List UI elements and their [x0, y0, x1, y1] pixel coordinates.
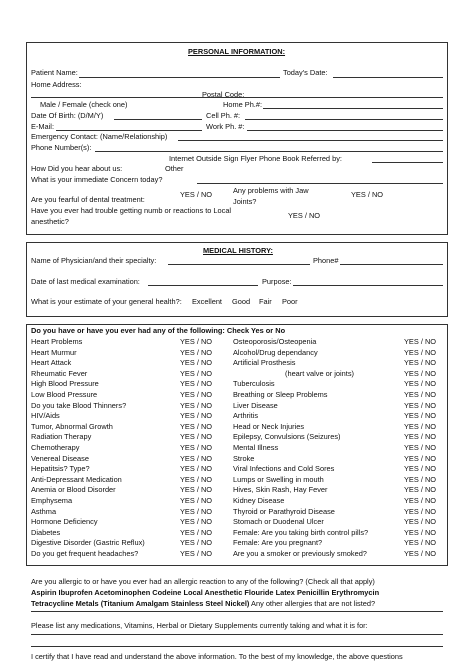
allergy-metals-options[interactable]: Tetracycline Metals (Titanium Amalgam Stainless Steel Nickel) [31, 599, 250, 608]
medications-field-1[interactable] [31, 634, 443, 635]
condition-yes-no[interactable]: YES / NO [404, 400, 437, 410]
condition-label: Anemia or Blood Disorder [31, 485, 116, 495]
condition-yes-no[interactable]: YES / NO [404, 432, 437, 442]
cell-phone-field[interactable] [245, 119, 443, 120]
condition-label: Breathing or Sleep Problems [233, 390, 328, 399]
condition-yes-no[interactable]: YES / NO [404, 411, 437, 421]
condition-label: High Blood Pressure [31, 379, 99, 389]
health-option-excellent[interactable]: Excellent [192, 297, 222, 306]
last-exam-field[interactable] [148, 285, 258, 286]
condition-label: Hives, Skin Rash, Hay Fever [233, 485, 328, 495]
condition-yes-no[interactable]: YES / NO [404, 337, 437, 346]
home-phone-label: Home Ph.#: [223, 100, 263, 109]
allergy-options-line1[interactable]: Aspirin Ibuprofen Acetominophen Codeine Local Anesthetic Flouride Latex Penicillin Erythromycin [31, 588, 380, 597]
work-phone-field[interactable] [247, 130, 443, 131]
referred-by-field[interactable] [372, 162, 443, 163]
condition-yes-no[interactable]: YES / NO [404, 464, 437, 474]
condition-label: Do you take Blood Thinners? [31, 400, 127, 410]
condition-yes-no[interactable]: YES / NO [404, 485, 437, 495]
condition-label: Asthma [31, 506, 57, 516]
condition-yes-no[interactable]: YES / NO [404, 390, 437, 399]
medications-label: Please list any medications, Vitamins, Herbal or Dietary Supplements currently taking and what it is for: [31, 621, 368, 630]
jaw-label-2: Joints? [233, 197, 257, 206]
numb-yes-no[interactable]: YES / NO [288, 211, 321, 220]
home-phone-field[interactable] [263, 108, 443, 109]
condition-label: Emphysema [31, 496, 73, 505]
dob-label: Date Of Birth: (D/M/Y) [31, 111, 104, 120]
condition-yes-no[interactable]: YES / NO [180, 358, 213, 368]
condition-yes-no[interactable]: YES / NO [180, 411, 213, 421]
condition-yes-no[interactable]: YES / NO [180, 432, 213, 442]
condition-yes-no[interactable]: YES / NO [180, 474, 213, 484]
personal-info-title: PERSONAL INFORMATION: [188, 47, 286, 56]
concern-field[interactable] [197, 183, 443, 184]
condition-label: Kidney Disease [233, 496, 285, 505]
condition-label: (heart valve or joints) [285, 368, 355, 378]
condition-label: Arthritis [233, 411, 259, 421]
condition-yes-no[interactable]: YES / NO [180, 538, 213, 548]
condition-yes-no[interactable]: YES / NO [180, 368, 213, 378]
condition-yes-no[interactable]: YES / NO [180, 453, 213, 463]
condition-yes-no[interactable]: YES / NO [180, 390, 213, 399]
condition-label: Do you get frequent headaches? [31, 549, 139, 558]
allergy-other-field[interactable] [31, 611, 443, 612]
condition-yes-no[interactable]: YES / NO [180, 443, 213, 452]
gender-checkbox[interactable]: Male / Female (check one) [40, 100, 128, 109]
condition-label: Lumps or Swelling in mouth [233, 474, 324, 484]
email-field[interactable] [56, 130, 202, 131]
condition-label: Stroke [233, 453, 255, 463]
condition-yes-no[interactable]: YES / NO [404, 506, 437, 516]
condition-yes-no[interactable]: YES / NO [180, 506, 213, 516]
condition-label: Alcohol/Drug dependancy [233, 347, 318, 357]
condition-label: Viral Infections and Cold Sores [233, 464, 335, 474]
condition-yes-no[interactable]: YES / NO [404, 527, 437, 537]
emergency-contact-label: Emergency Contact: (Name/Relationship) [31, 132, 168, 141]
patient-name-field[interactable] [79, 77, 280, 78]
phone-numbers-label: Phone Number(s): [31, 143, 92, 152]
jaw-yes-no[interactable]: YES / NO [351, 190, 384, 199]
condition-label: HIV/Aids [31, 411, 60, 421]
condition-label: Female: Are you pregnant? [233, 538, 323, 548]
emergency-contact-field[interactable] [178, 140, 443, 141]
physician-field[interactable] [168, 264, 310, 265]
condition-yes-no[interactable]: YES / NO [180, 485, 213, 495]
condition-label: Heart Problems [31, 337, 83, 346]
condition-label: Head or Neck Injuries [233, 421, 305, 431]
numb-label-1: Have you ever had trouble getting numb or reactions to Local [31, 206, 232, 215]
condition-label: Radiation Therapy [31, 432, 92, 442]
condition-label: Female: Are you taking birth control pills? [233, 527, 369, 537]
condition-yes-no[interactable]: YES / NO [404, 443, 437, 452]
home-address-label: Home Address: [31, 80, 82, 89]
physician-label: Name of Physician/and their specialty: [31, 256, 157, 265]
work-phone-label: Work Ph. #: [206, 122, 245, 131]
how-hear-label: How Did you hear about us: [31, 164, 123, 173]
conditions-header: Do you have or have you ever had any of the following: Check Yes or No [31, 326, 286, 335]
todays-date-label: Today's Date: [283, 68, 328, 77]
condition-yes-no[interactable]: YES / NO [180, 527, 213, 537]
condition-yes-no[interactable]: YES / NO [404, 421, 437, 431]
condition-label: Epilepsy, Convulsions (Seizures) [233, 432, 341, 442]
email-label: E-Mail: [31, 122, 54, 131]
health-option-good[interactable]: Good [232, 297, 251, 306]
medical-history-title: MEDICAL HISTORY: [203, 246, 273, 255]
condition-label: Hepatitsis? Type? [31, 464, 90, 474]
condition-label: Rheumatic Fever [31, 368, 88, 378]
condition-label: Thyroid or Parathyroid Disease [233, 506, 335, 516]
condition-yes-no[interactable]: YES / NO [404, 368, 437, 378]
condition-label: Venereal Disease [31, 453, 89, 463]
condition-label: Mental Illness [233, 443, 279, 452]
concern-label: What is your immediate Concern today? [31, 175, 163, 184]
jaw-label-1: Any problems with Jaw [233, 186, 309, 195]
condition-label: Stomach or Duodenal Ulcer [233, 517, 324, 527]
condition-yes-no[interactable]: YES / NO [180, 517, 213, 527]
condition-label: Tuberculosis [233, 379, 275, 389]
health-option-fair[interactable]: Fair [259, 297, 272, 306]
condition-yes-no[interactable]: YES / NO [404, 379, 437, 389]
condition-yes-no[interactable]: YES / NO [404, 358, 437, 368]
purpose-field[interactable] [293, 285, 443, 286]
last-exam-label: Date of last medical examination: [31, 277, 140, 286]
hear-other-option[interactable]: Other [165, 164, 184, 173]
dob-field[interactable] [114, 119, 202, 120]
condition-label: Hormone Deficiency [31, 517, 98, 527]
condition-label: Artificial Prosthesis [233, 358, 296, 368]
condition-yes-no[interactable]: YES / NO [180, 496, 213, 505]
condition-label: Liver Disease [233, 400, 278, 410]
condition-yes-no[interactable]: YES / NO [180, 421, 213, 431]
condition-yes-no[interactable]: YES / NO [180, 347, 213, 357]
medications-field-2[interactable] [31, 646, 443, 647]
phone-numbers-field[interactable] [95, 151, 443, 152]
health-estimate-label: What is your estimate of your general health?: [31, 297, 182, 306]
postal-code-label: Postal Code: [202, 90, 245, 99]
patient-name-label: Patient Name: [31, 68, 78, 77]
condition-label: Heart Attack [31, 358, 72, 368]
condition-yes-no[interactable]: YES / NO [180, 400, 213, 410]
condition-yes-no[interactable]: YES / NO [404, 347, 437, 357]
fearful-yes-no[interactable]: YES / NO [180, 190, 213, 199]
condition-yes-no[interactable]: YES / NO [404, 517, 437, 527]
condition-yes-no[interactable]: YES / NO [180, 379, 213, 389]
condition-yes-no[interactable]: YES / NO [180, 549, 213, 558]
hear-about-options[interactable]: Internet Outside Sign Flyer Phone Book Referred by: [169, 154, 342, 163]
allergy-options-line2[interactable] [31, 600, 375, 607]
physician-phone-field[interactable] [340, 264, 443, 265]
condition-yes-no[interactable]: YES / NO [404, 474, 437, 484]
condition-yes-no[interactable]: YES / NO [180, 337, 213, 346]
condition-yes-no[interactable]: YES / NO [404, 453, 437, 463]
allergy-question: Are you allergic to or have you ever had an allergic reaction to any of the following? (Check all that apply) [31, 577, 375, 586]
fearful-label: Are you fearful of dental treatment: [31, 195, 145, 204]
condition-yes-no[interactable]: YES / NO [404, 538, 437, 548]
condition-label: Heart Murmur [31, 347, 77, 357]
certify-statement: I certify that I have read and understand the above information. To the best of my knowledge, the above questions [31, 652, 403, 661]
condition-label: Osteoporosis/Osteopenia [233, 337, 317, 346]
condition-label: Diabetes [31, 527, 61, 537]
condition-label: Low Blood Pressure [31, 390, 98, 399]
condition-yes-no[interactable]: YES / NO [404, 549, 437, 558]
numb-label-2: anesthetic? [31, 217, 69, 226]
condition-yes-no[interactable]: YES / NO [180, 464, 213, 474]
cell-phone-label: Cell Ph. #: [206, 111, 241, 120]
purpose-label: Purpose: [262, 277, 292, 286]
condition-label: Chemotherapy [31, 443, 80, 452]
condition-label: Tumor, Abnormal Growth [31, 421, 113, 431]
physician-phone-label: Phone# [313, 256, 339, 265]
condition-label: Anti-Depressant Medication [31, 474, 122, 484]
condition-label: Are you a smoker or previously smoked? [233, 549, 367, 558]
allergy-other-label: Any other allergies that are not listed? [249, 599, 376, 608]
todays-date-field[interactable] [333, 77, 443, 78]
condition-yes-no[interactable]: YES / NO [404, 496, 437, 505]
condition-label: Digestive Disorder (Gastric Reflux) [31, 538, 145, 548]
health-option-poor[interactable]: Poor [282, 297, 298, 306]
